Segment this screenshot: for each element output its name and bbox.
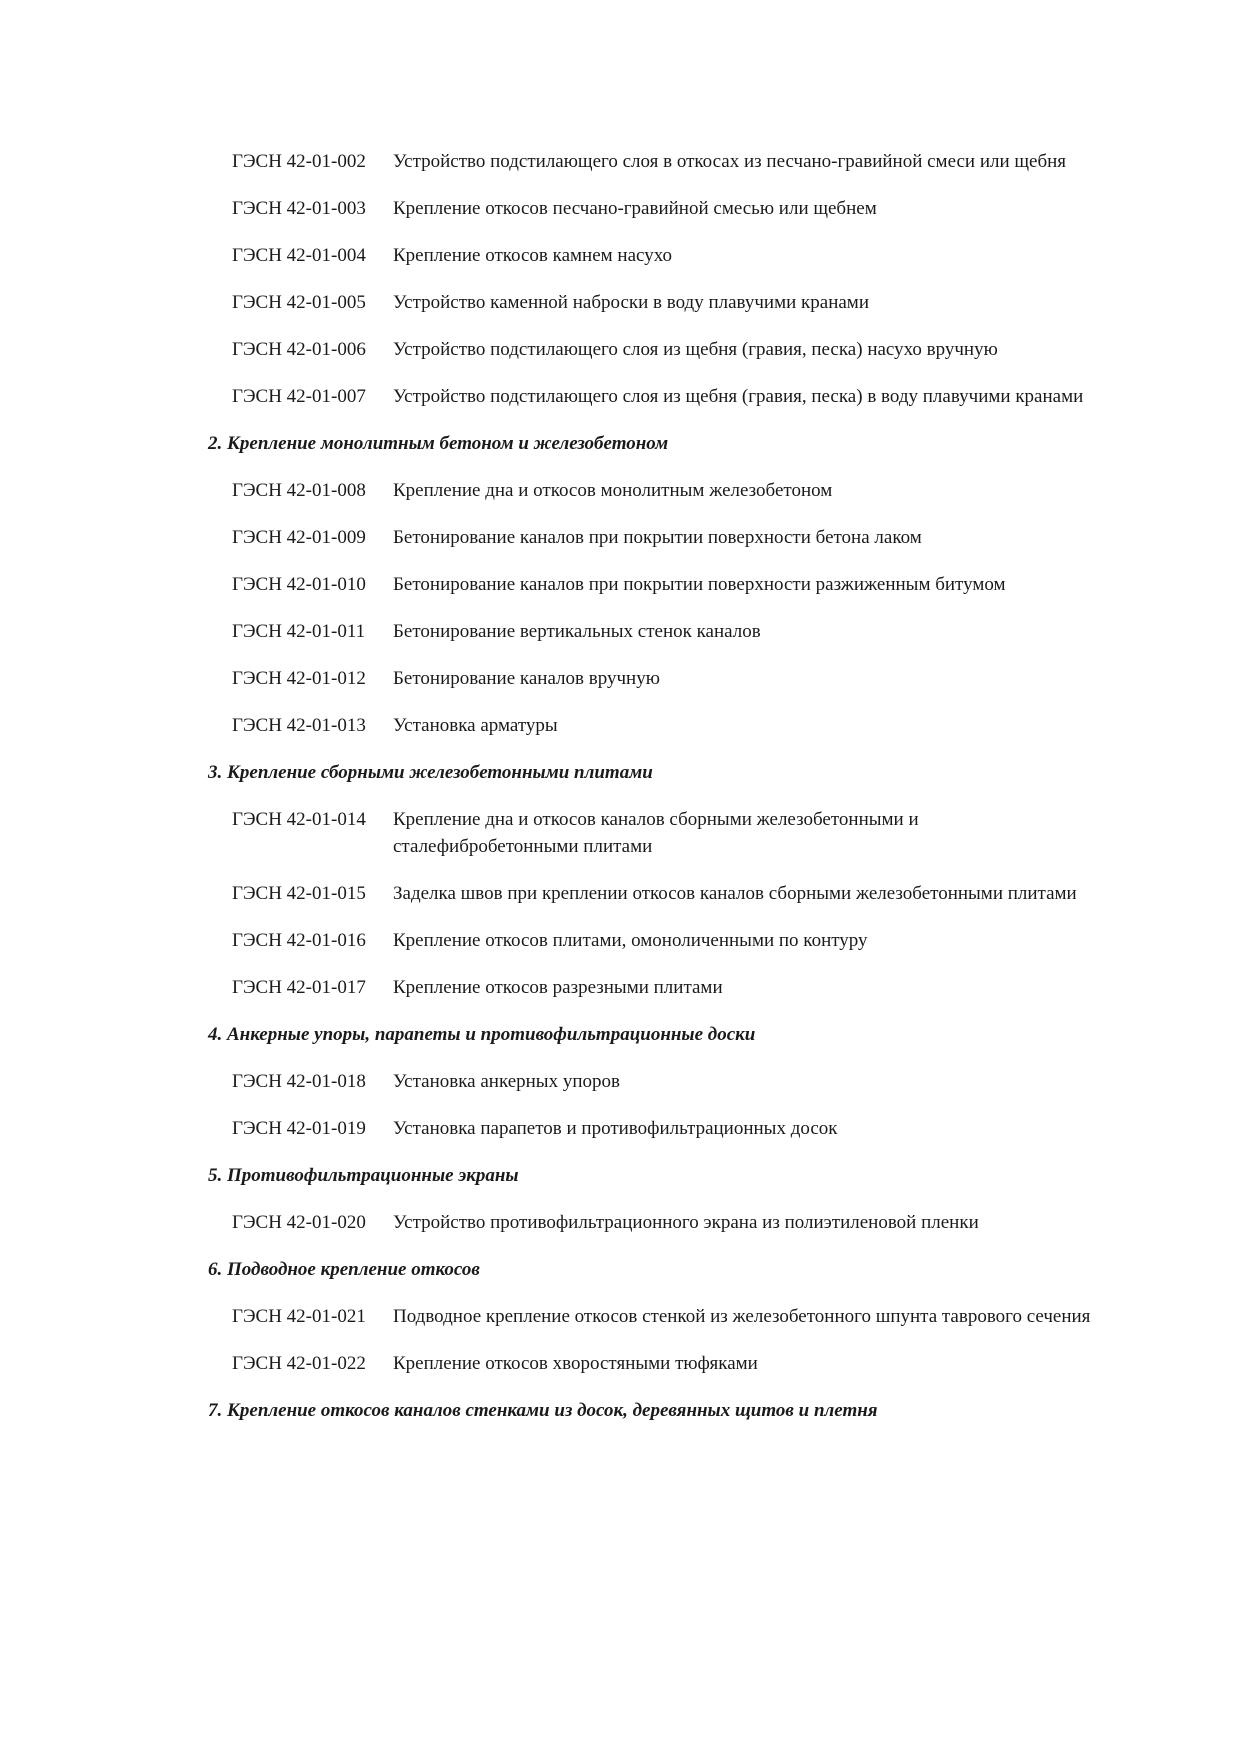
norm-description: Устройство подстилающего слоя в откосах из песчано-гравийной смеси или щебня <box>393 151 1067 172</box>
norm-entry <box>208 524 1108 551</box>
norm-code-cell <box>208 618 393 645</box>
norm-code-cell <box>208 1115 393 1142</box>
norm-description: Крепление дна и откосов каналов сборными железобетонными и сталефибробетонными плитами <box>393 809 919 857</box>
norm-code-cell <box>208 1209 393 1236</box>
norm-code: ГЭСН 42-01-016 <box>232 930 366 951</box>
norm-entry <box>208 571 1108 598</box>
norm-code-cell <box>208 927 393 954</box>
norm-description: Подводное крепление откосов стенкой из железобетонного шпунта таврового сечения <box>393 1306 1091 1327</box>
norm-description: Устройство противофильтрационного экрана из полиэтиленовой пленки <box>393 1212 979 1233</box>
norm-description: Установка парапетов и противофильтрационных досок <box>393 1118 838 1139</box>
norm-code-cell <box>208 665 393 692</box>
norm-code: ГЭСН 42-01-008 <box>232 480 366 501</box>
norm-entry <box>208 665 1108 692</box>
norm-entry <box>208 289 1108 316</box>
norm-code: ГЭСН 42-01-013 <box>232 715 366 736</box>
norm-entry <box>208 806 1108 860</box>
norm-entry <box>208 1350 1108 1377</box>
norm-code: ГЭСН 42-01-014 <box>232 809 366 830</box>
norm-entry <box>208 974 1108 1001</box>
norm-description: Устройство подстилающего слоя из щебня (гравия, песка) в воду плавучими кранами <box>393 386 1084 407</box>
norm-entry <box>208 195 1108 222</box>
norm-code: ГЭСН 42-01-009 <box>232 527 366 548</box>
section-heading: 5. Противофильтрационные экраны <box>208 1165 519 1186</box>
norm-code: ГЭСН 42-01-019 <box>232 1118 366 1139</box>
norm-description: Крепление откосов камнем насухо <box>393 245 672 266</box>
norm-entry <box>208 477 1108 504</box>
norm-entry <box>208 618 1108 645</box>
norm-code: ГЭСН 42-01-011 <box>232 621 366 642</box>
norm-entry <box>208 1068 1108 1095</box>
norm-entry <box>208 1303 1108 1330</box>
norm-entry <box>208 927 1108 954</box>
norm-description: Бетонирование вертикальных стенок каналов <box>393 621 761 642</box>
norm-code: ГЭСН 42-01-003 <box>232 198 366 219</box>
norm-code-cell <box>208 477 393 504</box>
norm-description: Крепление дна и откосов монолитным железобетоном <box>393 480 833 501</box>
norm-code: ГЭСН 42-01-010 <box>232 574 366 595</box>
norm-entry <box>208 148 1108 175</box>
norm-description: Крепление откосов хворостяными тюфяками <box>393 1353 758 1374</box>
norm-code: ГЭСН 42-01-012 <box>232 668 366 689</box>
norm-code: ГЭСН 42-01-004 <box>232 245 366 266</box>
norm-code-cell <box>208 571 393 598</box>
norm-code: ГЭСН 42-01-002 <box>232 151 366 172</box>
norm-code-cell <box>208 524 393 551</box>
section-heading: 4. Анкерные упоры, парапеты и противофильтрационные доски <box>208 1024 756 1045</box>
norm-code-cell <box>208 1303 393 1330</box>
norm-code: ГЭСН 42-01-015 <box>232 883 366 904</box>
norm-code: ГЭСН 42-01-020 <box>232 1212 366 1233</box>
norm-code-cell <box>208 148 393 175</box>
norm-code-cell <box>208 880 393 907</box>
norm-entry <box>208 880 1108 907</box>
section-heading: 6. Подводное крепление откосов <box>208 1259 480 1280</box>
section-heading: 7. Крепление откосов каналов стенками из досок, деревянных щитов и плетня <box>208 1400 878 1421</box>
norm-code-cell <box>208 242 393 269</box>
norm-code-cell <box>208 336 393 363</box>
norm-description: Установка анкерных упоров <box>393 1071 620 1092</box>
norm-description: Заделка швов при креплении откосов каналов сборными железобетонными плитами <box>393 883 1077 904</box>
norm-description: Крепление откосов плитами, омоноличенными по контуру <box>393 930 868 951</box>
norm-code: ГЭСН 42-01-018 <box>232 1071 366 1092</box>
norm-description: Бетонирование каналов при покрытии поверхности бетона лаком <box>393 527 922 548</box>
norm-code: ГЭСН 42-01-021 <box>232 1306 366 1327</box>
norm-entry <box>208 336 1108 363</box>
norm-code-cell <box>208 1068 393 1095</box>
norm-entry <box>208 712 1108 739</box>
norm-description: Крепление откосов песчано-гравийной смесью или щебнем <box>393 198 877 219</box>
norm-code-cell <box>208 712 393 739</box>
norm-entry <box>208 383 1108 410</box>
norm-code: ГЭСН 42-01-007 <box>232 386 366 407</box>
norm-description: Устройство каменной наброски в воду плавучими кранами <box>393 292 870 313</box>
section-heading: 3. Крепление сборными железобетонными плитами <box>208 762 653 783</box>
norm-code: ГЭСН 42-01-017 <box>232 977 366 998</box>
section-heading: 2. Крепление монолитным бетоном и железобетоном <box>208 433 669 454</box>
norm-description: Крепление откосов разрезными плитами <box>393 977 723 998</box>
norm-code: ГЭСН 42-01-022 <box>232 1353 366 1374</box>
norm-code-cell <box>208 974 393 1001</box>
norm-entry <box>208 1209 1108 1236</box>
norm-code-cell <box>208 1350 393 1377</box>
norm-description: Бетонирование каналов при покрытии поверхности разжиженным битумом <box>393 574 1006 595</box>
norm-code-cell <box>208 289 393 316</box>
norm-description: Устройство подстилающего слоя из щебня (гравия, песка) насухо вручную <box>393 339 998 360</box>
norm-code: ГЭСН 42-01-005 <box>232 292 366 313</box>
norm-description: Бетонирование каналов вручную <box>393 668 660 689</box>
document-page <box>208 148 1108 1444</box>
norm-code: ГЭСН 42-01-006 <box>232 339 366 360</box>
norms-list <box>208 148 1108 1424</box>
norm-description: Установка арматуры <box>393 715 558 736</box>
norm-code-cell <box>208 383 393 410</box>
norm-entry <box>208 1115 1108 1142</box>
norm-code-cell <box>208 806 393 860</box>
norm-code-cell <box>208 195 393 222</box>
norm-entry <box>208 242 1108 269</box>
